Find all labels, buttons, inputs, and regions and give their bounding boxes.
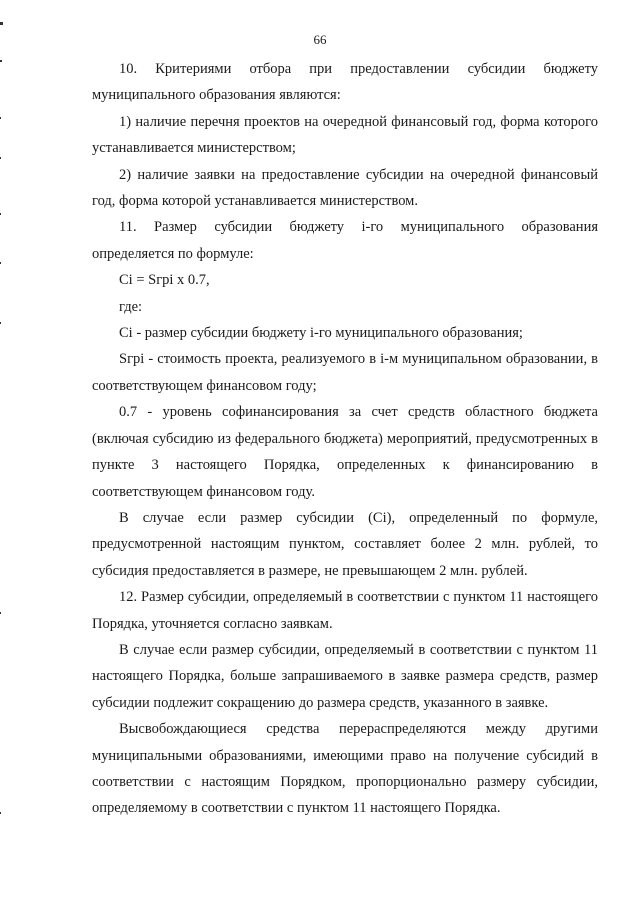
paragraph-subsidy-limit: В случае если размер субсидии (Ci), определенный по формуле, предусмотренной настоящим пунктом, составляет более 2 млн. рублей, то субсидия предоставляется в размере, не превышающем 2 млн. рублей. [92,509,598,579]
paragraph-formula-intro: 11. Размер субсидии бюджету i-го муниципального образования определяется по формуле: [92,219,598,262]
scan-edge-mark [0,612,1,614]
paragraph-criteria-intro: 10. Критериями отбора при предоставлении субсидии бюджету муниципального образования являются: [92,61,598,104]
scan-edge-mark [0,60,2,62]
definition-cofinancing: 0.7 - уровень софинансирования за счет средств областного бюджета (включая субсидию из федерального бюджета) мероприятий, предусмотренных в пункте 3 настоящего Порядка, определенных к финансированию в соответствующем финансовом году. [92,404,598,500]
paragraph-where: где: [119,298,143,315]
document-body [92,56,598,822]
paragraph-criterion-2: 2) наличие заявки на предоставление субсидии на очередной финансовый год, форма которой устанавливается министерством. [92,166,598,210]
scan-edge-mark [0,262,1,264]
definition-sgpi: Sгpi - стоимость проекта, реализуемого в i-м муниципальном образовании, в соответствующем финансовом году; [92,351,598,394]
formula: Ci = Sгpi x 0.7, [119,272,210,289]
scan-edge-mark [0,812,1,814]
definition-ci: Ci - размер субсидии бюджету i-го муниципального образования; [119,325,523,342]
scan-edge-mark [0,157,1,159]
paragraph-redistribution: Высвобождающиеся средства перераспределяются между другими муниципальными образованиями, имеющими право на получение субсидий в соответствии с настоящим Порядком, пропорционально размеру субсидии, определяемому в соответствии с пунктом 11 настоящего Порядка. [92,721,598,817]
scan-edge-mark [0,213,1,215]
paragraph-reduction: В случае если размер субсидии, определяемый в соответствии с пунктом 11 настоящего Порядка, больше запрашиваемого в заявке размера средств, размер субсидии подлежит сокращению до размера средств, указанного в заявке. [92,641,598,711]
page-number: 66 [313,32,327,47]
scan-edge-mark [0,322,1,324]
paragraph-criterion-1: 1) наличие перечня проектов на очередной финансовый год, форма которого устанавливается министерством; [92,113,598,157]
scan-edge-mark [0,117,1,119]
paragraph-12: 12. Размер субсидии, определяемый в соответствии с пунктом 11 настоящего Порядка, уточняется согласно заявкам. [92,589,598,632]
scan-edge-mark [0,22,3,25]
